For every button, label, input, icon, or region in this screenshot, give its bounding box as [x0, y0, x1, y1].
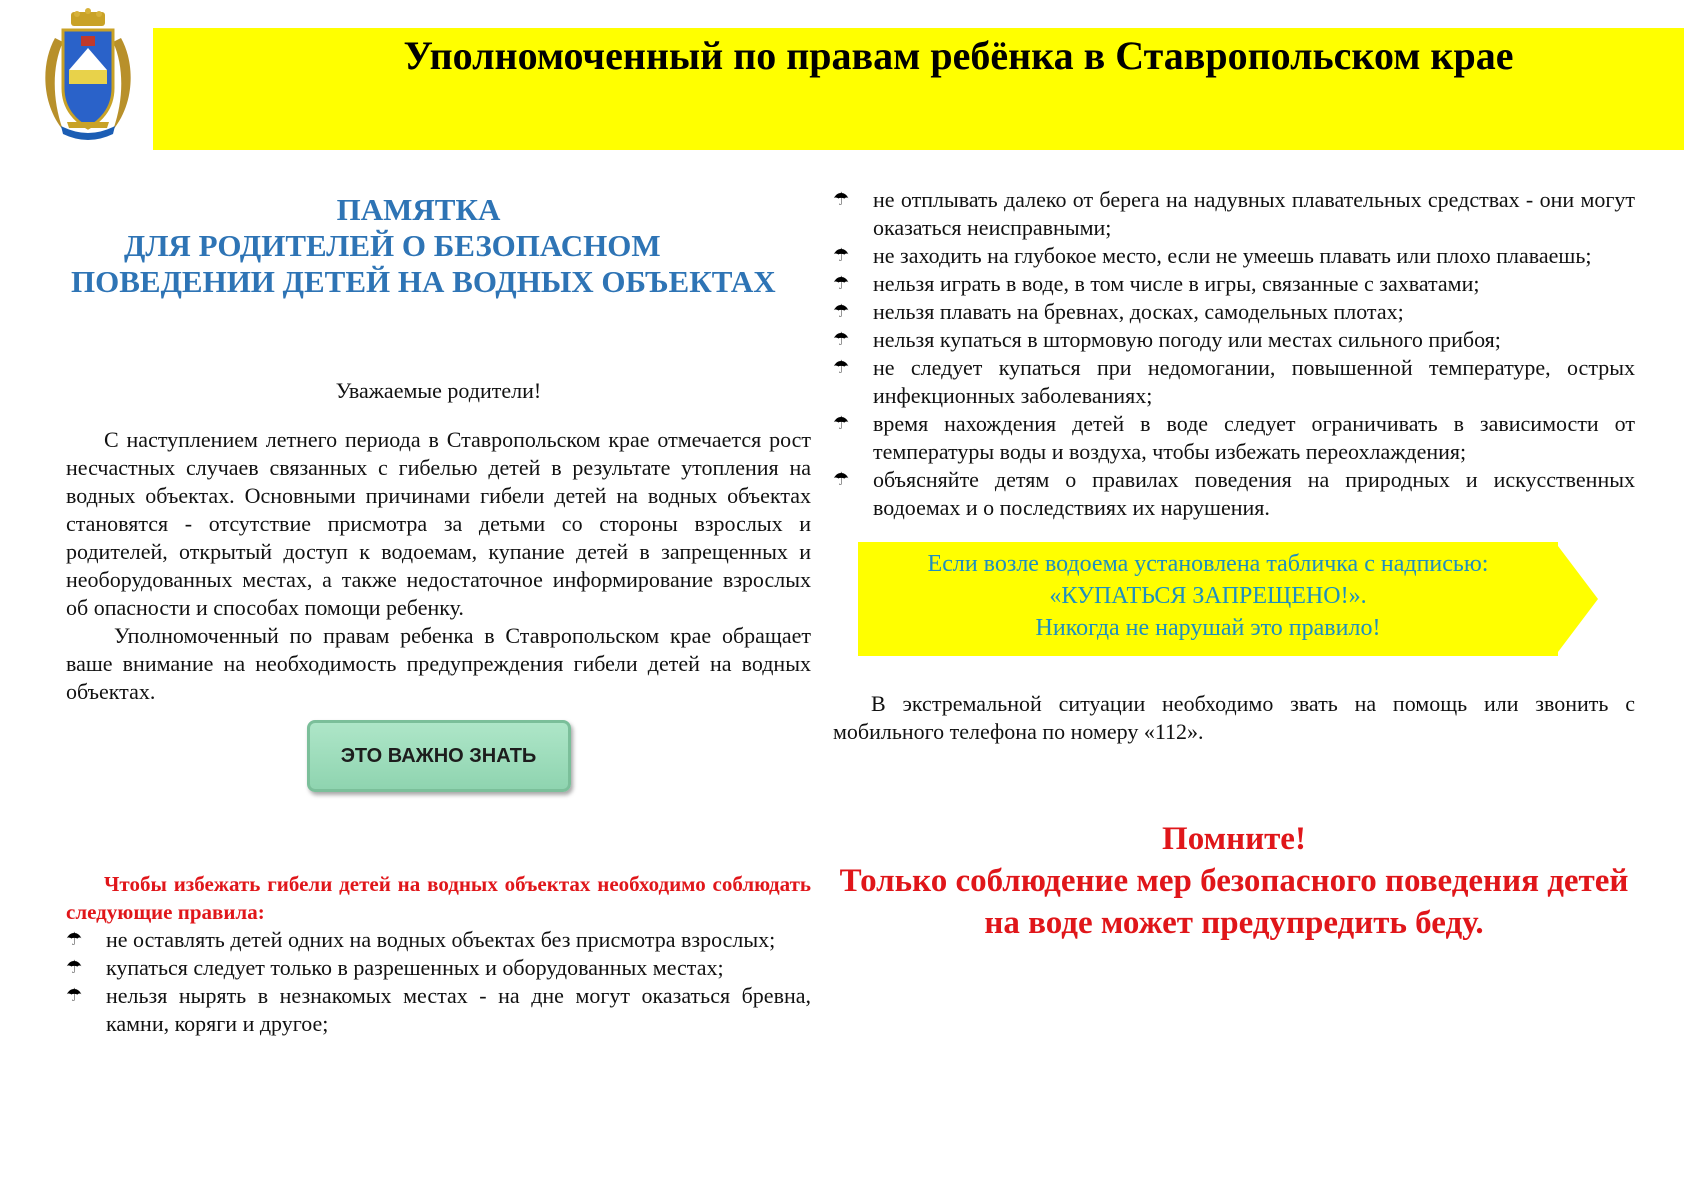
remember-heading: Помните! — [1162, 821, 1306, 857]
list-item — [833, 186, 1635, 242]
memo-title-line1: ПАМЯТКА — [336, 192, 501, 227]
important-to-know-button[interactable]: ЭТО ВАЖНО ЗНАТЬ — [307, 720, 571, 792]
umbrella-icon: ☂ — [833, 245, 850, 266]
rule-text: не заходить на глубокое место, если не умеешь плавать или плохо плаваешь; — [873, 243, 1592, 268]
coat-of-arms-icon — [33, 8, 143, 148]
notice-text — [858, 548, 1558, 644]
memo-title-line3: ПОВЕДЕНИИ ДЕТЕЙ НА ВОДНЫХ ОБЪЕКТАХ — [71, 264, 776, 299]
list-item — [66, 954, 811, 982]
umbrella-icon: ☂ — [833, 329, 850, 350]
umbrella-icon: ☂ — [66, 957, 83, 978]
no-swimming-notice — [858, 538, 1598, 660]
left-column — [66, 186, 811, 1038]
umbrella-icon: ☂ — [833, 273, 850, 294]
umbrella-icon: ☂ — [833, 413, 850, 434]
umbrella-icon: ☂ — [66, 929, 83, 950]
rules-list-left — [66, 926, 811, 1038]
umbrella-icon: ☂ — [833, 469, 850, 490]
notice-line3: Никогда не нарушай это правило! — [1035, 615, 1381, 641]
rule-text: время нахождения детей в воде следует ограничивать в зависимости от температуры воды и воздуха, чтобы избежать переохлаждения; — [873, 411, 1635, 464]
rule-text: не следует купаться при недомогании, повышенной температуре, острых инфекционных заболеваниях; — [873, 355, 1635, 408]
rule-text: нельзя играть в воде, в том числе в игры, связанные с захватами; — [873, 271, 1480, 296]
greeting: Уважаемые родители! — [335, 378, 542, 403]
umbrella-icon: ☂ — [66, 985, 83, 1006]
list-item — [833, 466, 1635, 522]
rule-text: не оставлять детей одних на водных объектах без присмотра взрослых; — [106, 927, 776, 952]
right-column — [833, 186, 1635, 944]
notice-line1: Если возле водоема установлена табличка с надписью: — [927, 551, 1489, 577]
notice-line2: «КУПАТЬСЯ ЗАПРЕЩЕНО!». — [1049, 583, 1367, 609]
list-item — [833, 270, 1635, 298]
intro-paragraph: С наступлением летнего периода в Ставропольском крае отмечается рост несчастных случаев связанных с гибелью детей в результате утопления на водных объектах. Основными причинами гибели детей на водных объектах становятся - отсутствие присмотра за детьми со стороны взрослых и родителей, открытый доступ к водоемам, купание детей в запрещенных и необорудованных местах, а также недостаточное информирование взрослых об опасности и способах помощи ребенку. — [66, 427, 811, 620]
rules-list-right — [833, 186, 1635, 522]
header-band — [153, 28, 1684, 150]
list-item — [66, 926, 811, 954]
umbrella-icon: ☂ — [833, 301, 850, 322]
rule-text: нельзя купаться в штормовую погоду или местах сильного прибоя; — [873, 327, 1501, 352]
list-item — [833, 354, 1635, 410]
list-item — [833, 242, 1635, 270]
emergency-paragraph: В экстремальной ситуации необходимо звать на помощь или звонить с мобильного телефона по номеру «112». — [833, 691, 1635, 744]
rule-text: нельзя нырять в незнакомых местах - на дне могут оказаться бревна, камни, коряги и другое; — [106, 983, 811, 1036]
memo-title — [66, 192, 811, 300]
list-item — [66, 982, 811, 1038]
rule-text: не отплывать далеко от берега на надувных плавательных средствах - они могут оказаться неисправными; — [873, 187, 1635, 240]
remember-block — [833, 818, 1635, 944]
list-item — [833, 298, 1635, 326]
memo-title-line2: ДЛЯ РОДИТЕЛЕЙ О БЕЗОПАСНОМ — [124, 228, 661, 263]
list-item — [833, 410, 1635, 466]
rule-text: купаться следует только в разрешенных и оборудованных местах; — [106, 955, 724, 980]
remember-text: Только соблюдение мер безопасного поведения детей на воде может предупредить беду. — [839, 863, 1629, 941]
button-wrapper — [66, 720, 811, 792]
ombudsman-paragraph: Уполномоченный по правам ребенка в Ставропольском крае обращает ваше внимание на необходимость предупреждения гибели детей на водных объектах. — [66, 623, 811, 704]
list-item — [833, 326, 1635, 354]
rules-intro: Чтобы избежать гибели детей на водных объектах необходимо соблюдать следующие правила: — [66, 872, 811, 924]
rule-text: нельзя плавать на бревнах, досках, самодельных плотах; — [873, 299, 1404, 324]
umbrella-icon: ☂ — [833, 357, 850, 378]
rule-text: объясняйте детям о правилах поведения на природных и искусственных водоемах и о последствиях их нарушения. — [873, 467, 1635, 520]
page-title: Уполномоченный по правам ребёнка в Ставропольском крае — [403, 33, 1514, 78]
umbrella-icon: ☂ — [833, 189, 850, 210]
